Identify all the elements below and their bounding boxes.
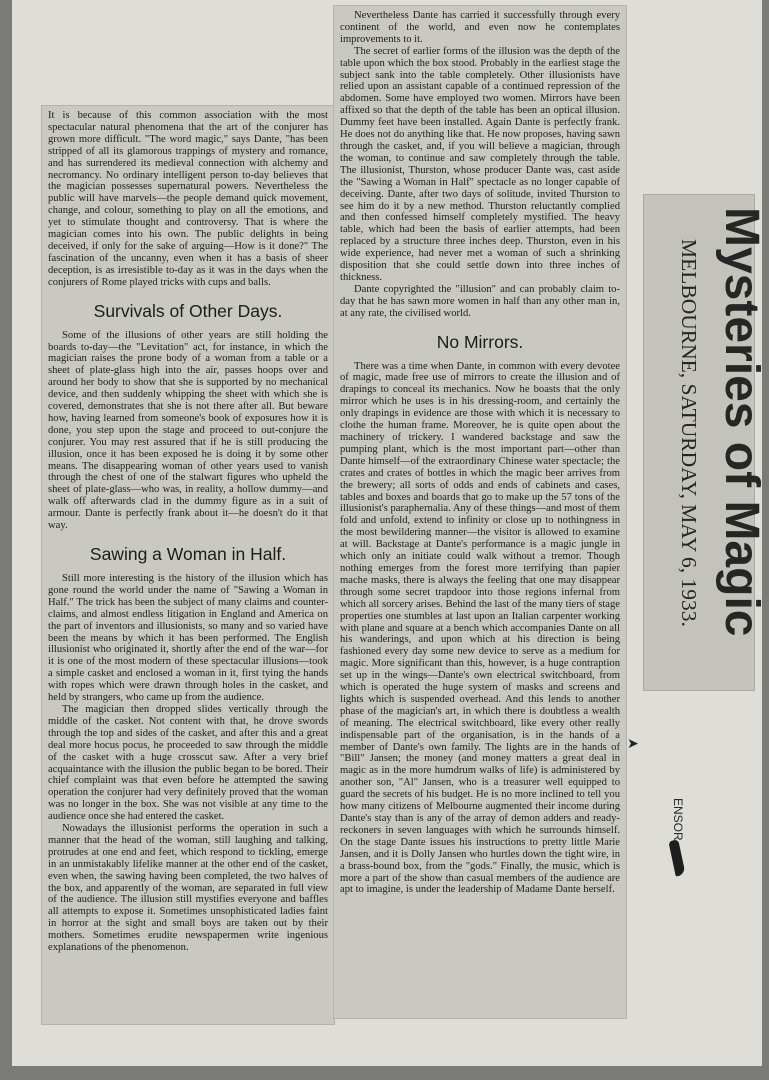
masthead-clipping bbox=[644, 195, 768, 690]
survivals-paragraph: Some of the illusions of other years are still holding the boards to-day—the "Levitation" act, for instance, in which the magician raises the prone body of a woman from a table or a sheet of plate-glass high into the air, passes hoops over and around her body to show that she is supported by no mechanical device, and then suddenly whipping the sheet with which she is covered, demonstrates that she is not there after all. But beware how, having learned from someone's book of exposures how it is done, you step upon the stage and proceed to out-conjure the conjurer. You may rest assured that if he is still producing the illusion, once it has been exposed he is doing it by some other means. The disappearing woman of other years used to vanish through the chest of one of the stalwart figures who upheld the sheet of plate-glass—who was, in reality, a hollow dummy—and walk off afterwards clad in the dummy figure as in a suit of armour. Dante is perfectly frank about it—he doesn't do it that way. bbox=[48, 329, 328, 532]
sawing-paragraph-1: Still more interesting is the history of the illusion which has gone round the world under the name of "Sawing a Woman in Half." The trick has been the subject of many claims and counter-claims, and almost endless litigation in England and America on the part of inventors and illusionists, so many and so varied have been the means by which it has been performed. The English illusionist who originated it, shortly after the end of the war—for it is one of the most modern of these spectacular illusions—took a simple casket and enclosed a woman in it, first tying the hands with ropes which were drawn through holes in the casket, and held by strangers, who came up from the audience. bbox=[48, 573, 328, 704]
heading-no-mirrors: No Mirrors. bbox=[436, 331, 524, 352]
secret-paragraph: The secret of earlier forms of the illusion was the depth of the table upon which the box stood. Probably in the earliest stage the subject sank into the table completely. Other illusionists have relied upon an assistant capable of a continued repression of the abdomen. Some have employed two women. Mirrors have been affixed so that the depth of the table has been an optical illusion. Dummy feet have been installed. Again Dante is perfectly frank. He does not do anything like that. He now proposes, having sawn through the casket, and, if you will believe a magician, through the woman, to continue and saw completely through the table. The illusionist, Thurston, whose producer Dante was, cast aside the "Sawing a Woman in Half" spectacle as no longer capable of deceiving. Dante, after two days of solitude, invited Thurston to see him do it by a new method. Thurston reluctantly complied and then confessed himself completely mystified. The heavy table, which had been the basis of earlier attempts, had been replaced by a structure three inches deep. Thurston, even in his wide experience, had never met a woman of such a shrinking disposition that she could settle down into three inches of thickness. bbox=[340, 45, 620, 283]
sawing-paragraph-3: Nowadays the illusionist performs the operation in such a manner that the head of the woman, still laughing and talking, protrudes at one end and feet, which respond to tickling, emerge in an unmistakably lifelike manner at the other end of the casket, even when, the sawing having been completed, the two halves of the box, and apparently of the woman, are separated in full view of the audience. The illusion still mystifies everyone and baffles all attempts to expose it. Sometimes unsophisticated ladies faint in horror at the sight and small boys are taken out by their mothers. Sometimes erudite newspapermen write ingenious explanations of the phenomenon. bbox=[48, 823, 328, 954]
left-article-column bbox=[48, 110, 328, 954]
pen-arrow-icon: ➤ bbox=[627, 736, 639, 752]
intro-paragraph: It is because of this common association with the most spectacular natural phenomena that the art of the conjurer has grown more difficult. "The word magic," says Dante, "has been stripped of all its glamorous trappings of mystery and romance, and has surrendered its medieval connection with alchemy and necromancy. No ordinary intelligent person to-day believes that the magician possesses supernatural powers. Nevertheless the public will have marvels—the people demand quick movement, change, and colour, something to play on all the emotions, and yet to stimulate thought and controversy. That is where the magician comes into his own. The public delights in being deceived, if only for the sake of arguing—How is it done?" The fascination of the uncanny, even when it has a basis of sheer deception, is as irresistible to-day as it was in the days when the conjurers of Rome played tricks with cups and balls. bbox=[48, 110, 328, 288]
continued-paragraph: Nevertheless Dante has carried it successfully through every continent of the world, and even now he contemplates improvements to it. bbox=[340, 10, 620, 45]
handwritten-note: ENSOR bbox=[671, 798, 685, 841]
heading-survivals: Survivals of Other Days. bbox=[93, 300, 283, 321]
copyright-paragraph: Dante copyrighted the "illusion" and can probably claim to-day that he has sawn more women in half than any other man in, at any rate, the civilised world. bbox=[340, 283, 620, 319]
heading-sawing: Sawing a Woman in Half. bbox=[89, 544, 287, 564]
mirrors-paragraph: There was a time when Dante, in common with every devotee of magic, made free use of mirrors to create the illusion and of drapings to conceal its mechanics. Now he boasts that the only mirror which he uses is in his dressing-room, and certainly the only drapings in evidence are those with which it is necessary to clothe the human frame. Moreover, he is quite open about the machinery of trickery. I wandered backstage and saw the pumping plant, which is the most important part—other than Dante himself—of the extraordinary Chinese water spectacle; the crates and crates of bottles in which the magic beer arrives from the brewery; all sorts of odds and ends of cabinets and cases, tables and boxes and boards that go to make up the 57 tons of the illusionist's paraphernalia. Any of these things—and most of them fold and unfold, extend to infinity or close up to nothingness in the most bewildering manner—the visitor is allowed to examine at will. Backstage at Dante's performance is a magic jungle in which only an initiate could walk without a tremor. Though nothing emerges from the forest more terrifying than papier mache masks, there is always the feeling that one may disappear through some secret trapdoor into those regions infernal from which all sorcery arises. Behind the last of the many tiers of stage properties one stumbles at last upon an Italian carpenter working with plane and square at a bench which accompanies Dante on all his wanderings, and upon which at his direction is being fashioned every day some new device to serve as a medium for magic. More significant than this, however, is a huge contraption set up in the wings—Dante's own electrical switchboard, from which is operated the huge system of masks and screens and lights which is suspended overhead. And this lends to another phase of the magician's art, in which there is doubtless a wealth of meaning. The electrical switchboard, like every other really indispensable part of the organisation, is in the hands of a member of Dante's own family. The lights are in the hands of "Bill" Jansen; the money (and money matters a great deal in magic as in the more humdrum walks of life) is administered by another son, "Al" Jansen, who is a treasurer well equipped to guard the secrets of his budget. He is no more inclined to tell you how many citizens of Melbourne augmented their income during Dante's stay than is any of the array of demon adders and ready-reckoners in seven languages with which he surrounds himself. On the stage Dante issues his instructions to pretty little Marie Jansen, and it is Dolly Jansen who hurtles down the tight wire, in a brass-bound box, from the "gods." Finally, the music, which is more a part of the show than casual members of the audience are apt to imagine, is under the leadership of Madame Dante herself. bbox=[340, 360, 620, 896]
sawing-paragraph-2: The magician then dropped slides vertically through the middle of the casket. Not content with that, he drove swords through the top and sides of the casket, and after this and a great deal more hocus pocus, he proceeded to saw through the middle of the casket with a huge crosscut saw. After a very brief acquaintance with the illusion the public began to be bored. Their chief complaint was that even before he attempted the sawing operation the conjurer had very definitely proved that the woman was no longer in the box. She was not visible at any time to the audience once she had entered the casket. bbox=[48, 703, 328, 823]
right-article-column bbox=[340, 10, 620, 896]
masthead-dateline: MELBOURNE, SATURDAY, MAY 6, 1933. bbox=[677, 239, 701, 627]
masthead-title: Mysteries of Magic bbox=[715, 207, 768, 637]
